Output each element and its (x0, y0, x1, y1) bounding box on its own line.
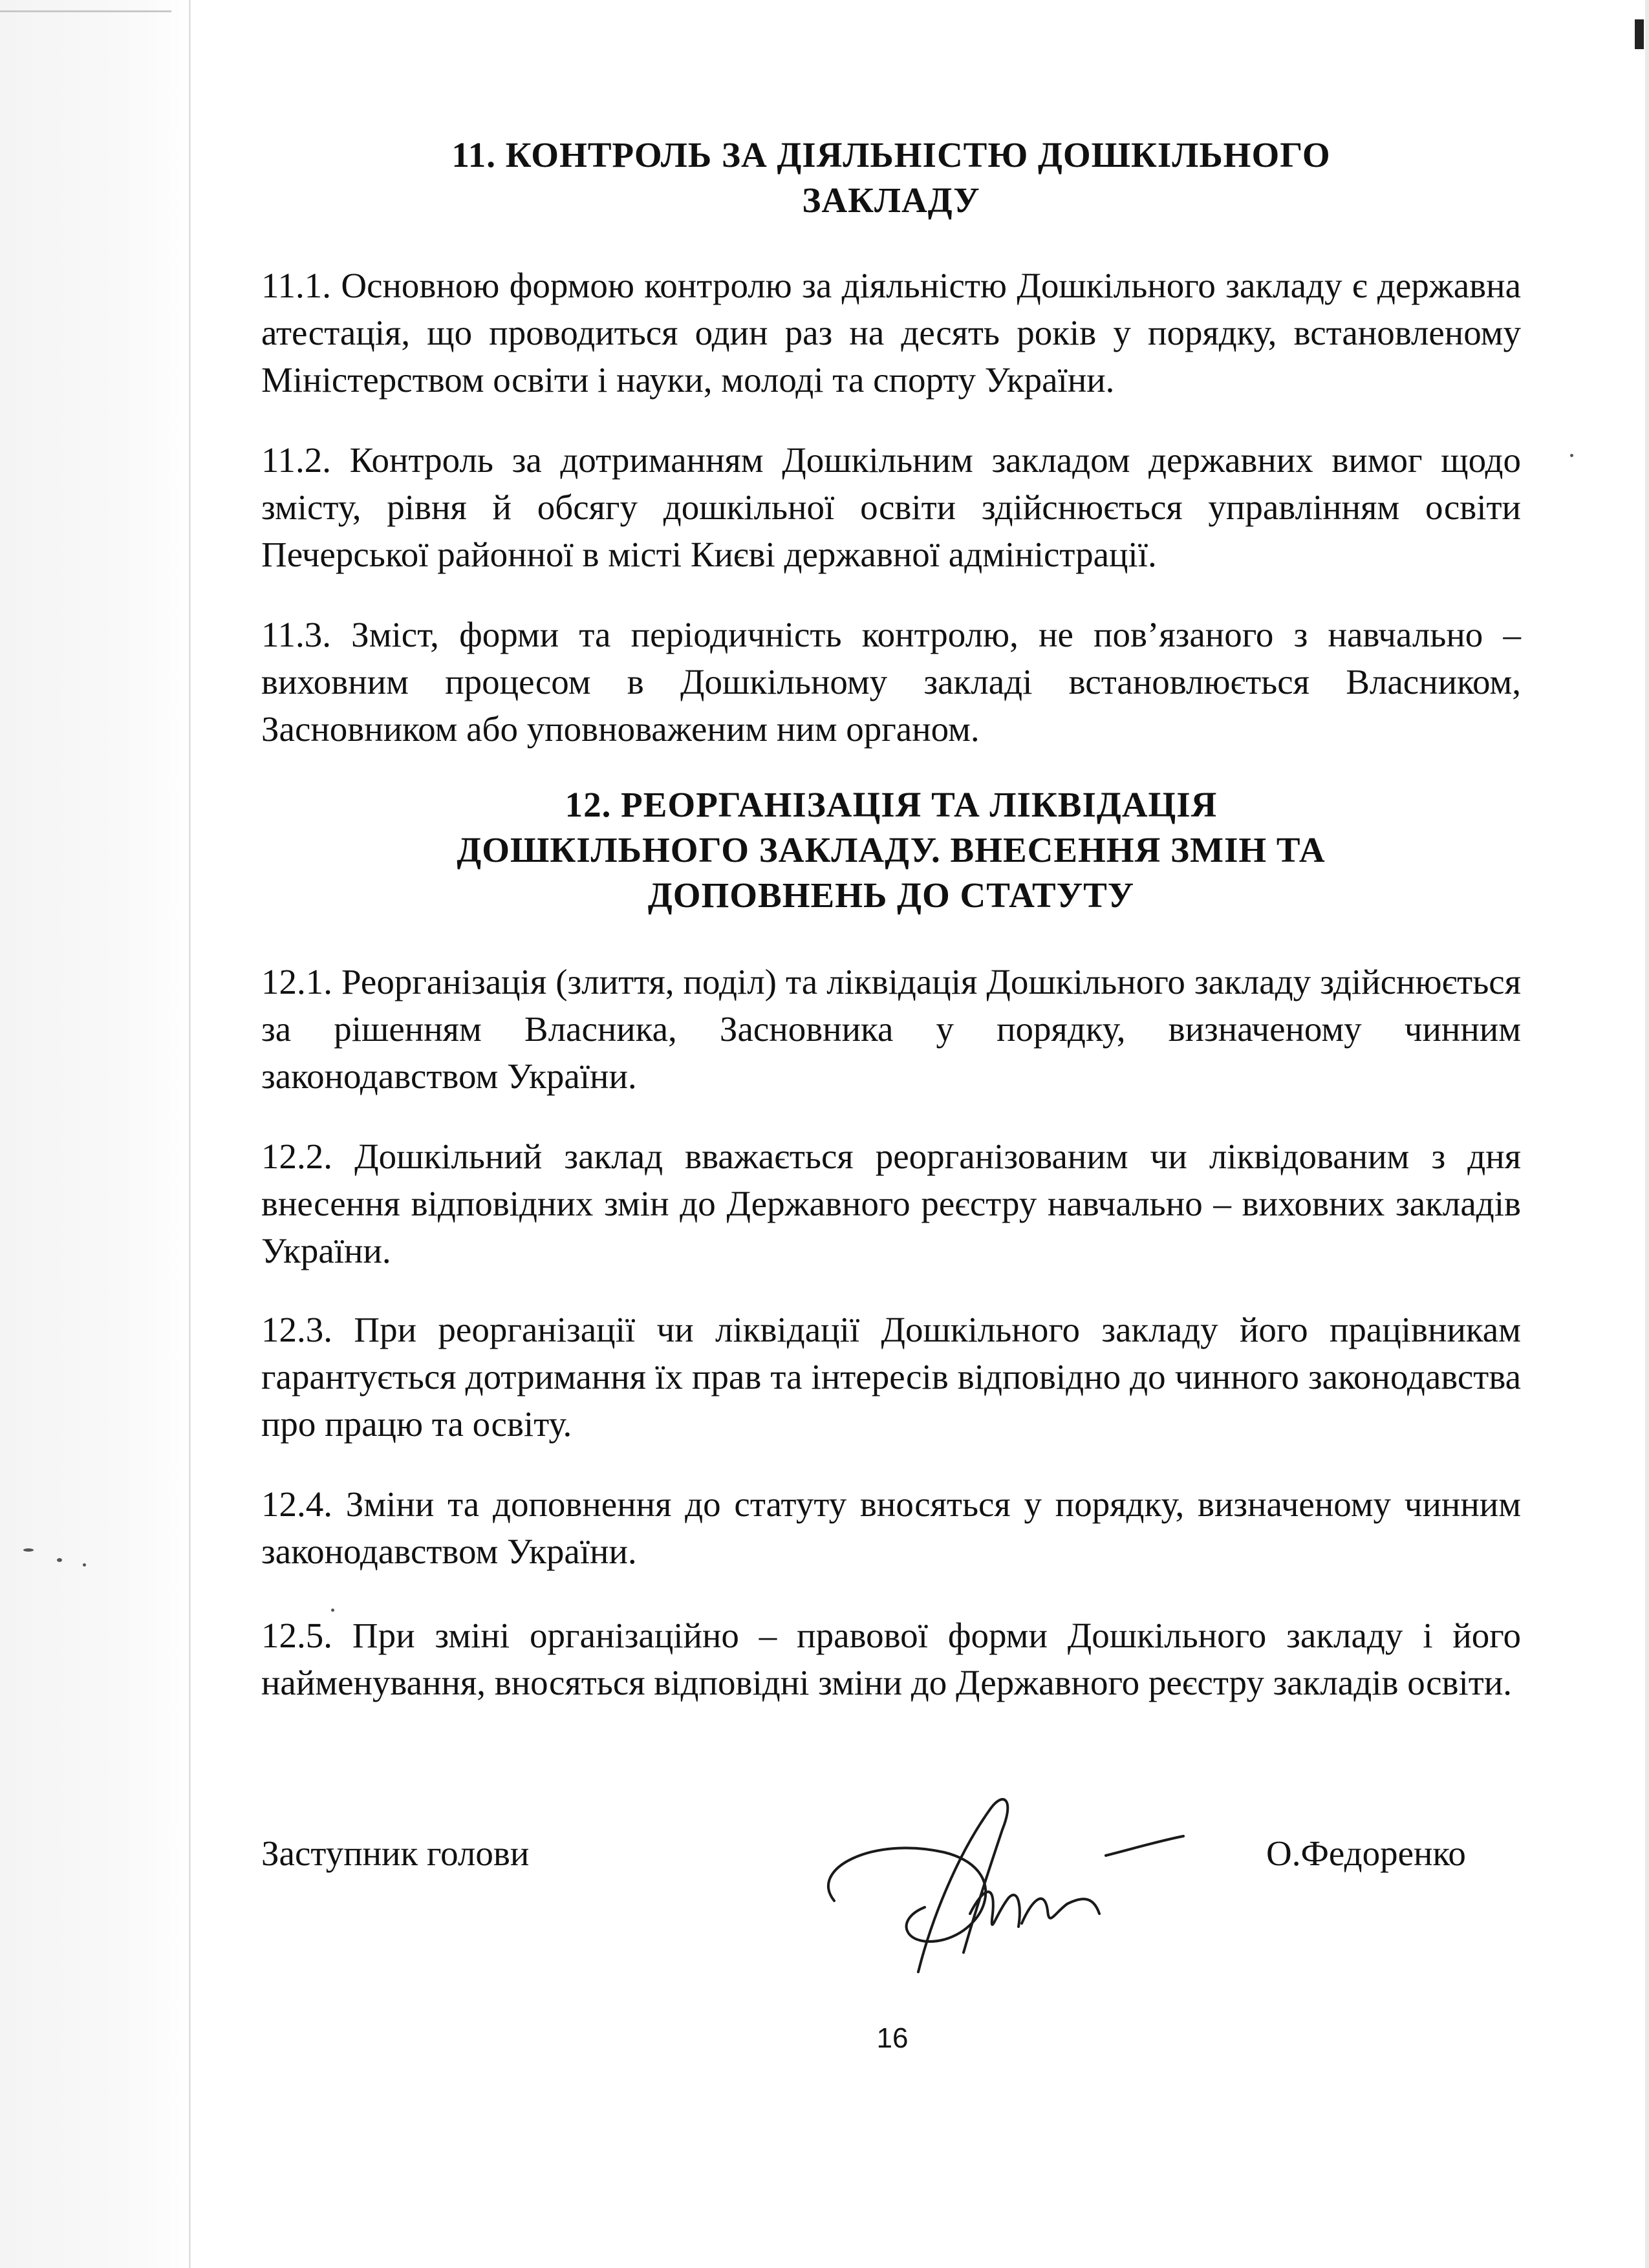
scan-speck (1570, 454, 1573, 457)
scan-speck (83, 1563, 86, 1567)
heading-line: 11. КОНТРОЛЬ ЗА ДІЯЛЬНІСТЮ ДОШКІЛЬНОГО (451, 135, 1331, 175)
heading-line: 12. РЕОРГАНІЗАЦІЯ ТА ЛІКВІДАЦІЯ (565, 785, 1218, 824)
scan-mark-right (1635, 19, 1644, 49)
clause-12-2: 12.2. Дошкільний заклад вважається реорганізованим чи ліквідованим з дня внесення відповідних змін до Державного реєстру навчально – виховних закладів України. (261, 1137, 1521, 1270)
heading-line: ЗАКЛАДУ (802, 180, 980, 220)
clause-12-1: 12.1. Реорганізація (злиття, поділ) та ліквідація Дошкільного закладу здійснюється за рішенням Власника, Засновника у порядку, визначеному чинним законодавством України. (261, 962, 1521, 1096)
binding-edge (189, 0, 191, 2268)
scan-speck (23, 1548, 34, 1552)
scan-edge-right (1645, 0, 1649, 2268)
heading-line: ДОПОВНЕНЬ ДО СТАТУТУ (647, 875, 1135, 915)
page-number: 16 (876, 2022, 909, 2054)
signatory-position: Заступник голови (261, 1834, 530, 1873)
handwritten-signature (795, 1759, 1196, 1991)
heading-line: ДОШКІЛЬНОГО ЗАКЛАДУ. ВНЕСЕННЯ ЗМІН ТА (457, 830, 1326, 870)
clause-11-3: 11.3. Зміст, форми та періодичність контролю, не пов’язаного з навчально – виховним процесом в Дошкільному закладі встановлюється Власником, Засновником або уповноваженим ним органом. (261, 615, 1521, 749)
scan-artifact-top (0, 10, 171, 12)
clause-12-3: 12.3. При реорганізації чи ліквідації Дошкільного закладу його працівникам гарантується дотримання їх прав та інтересів відповідно до чинного законодавства про працю та освіту. (261, 1310, 1521, 1444)
section-11-heading (261, 133, 1521, 223)
clause-11-2: 11.2. Контроль за дотриманням Дошкільним закладом державних вимог щодо змісту, рівня й обсягу дошкільної освіти здійснюється управлінням освіти Печерської районної в місті Києві державної адміністрації. (261, 440, 1521, 574)
clause-12-4: 12.4. Зміни та доповнення до статуту вносяться у порядку, визначеному чинним законодавством України. (261, 1484, 1521, 1571)
clause-11-1: 11.1. Основною формою контролю за діяльністю Дошкільного закладу є державна атестація, що проводиться один раз на десять років у порядку, встановленому Міністерством освіти і науки, молоді та спорту України. (261, 266, 1521, 400)
section-12-heading (261, 782, 1521, 918)
signatory-name: О.Федоренко (1266, 1834, 1466, 1873)
scan-shadow-left (0, 0, 194, 2268)
clause-12-5: 12.5. При зміні організаційно – правової форми Дошкільного закладу і його найменування, вносяться відповідні зміни до Державного реєстру закладів освіти. (261, 1616, 1521, 1702)
scan-speck (57, 1558, 62, 1562)
